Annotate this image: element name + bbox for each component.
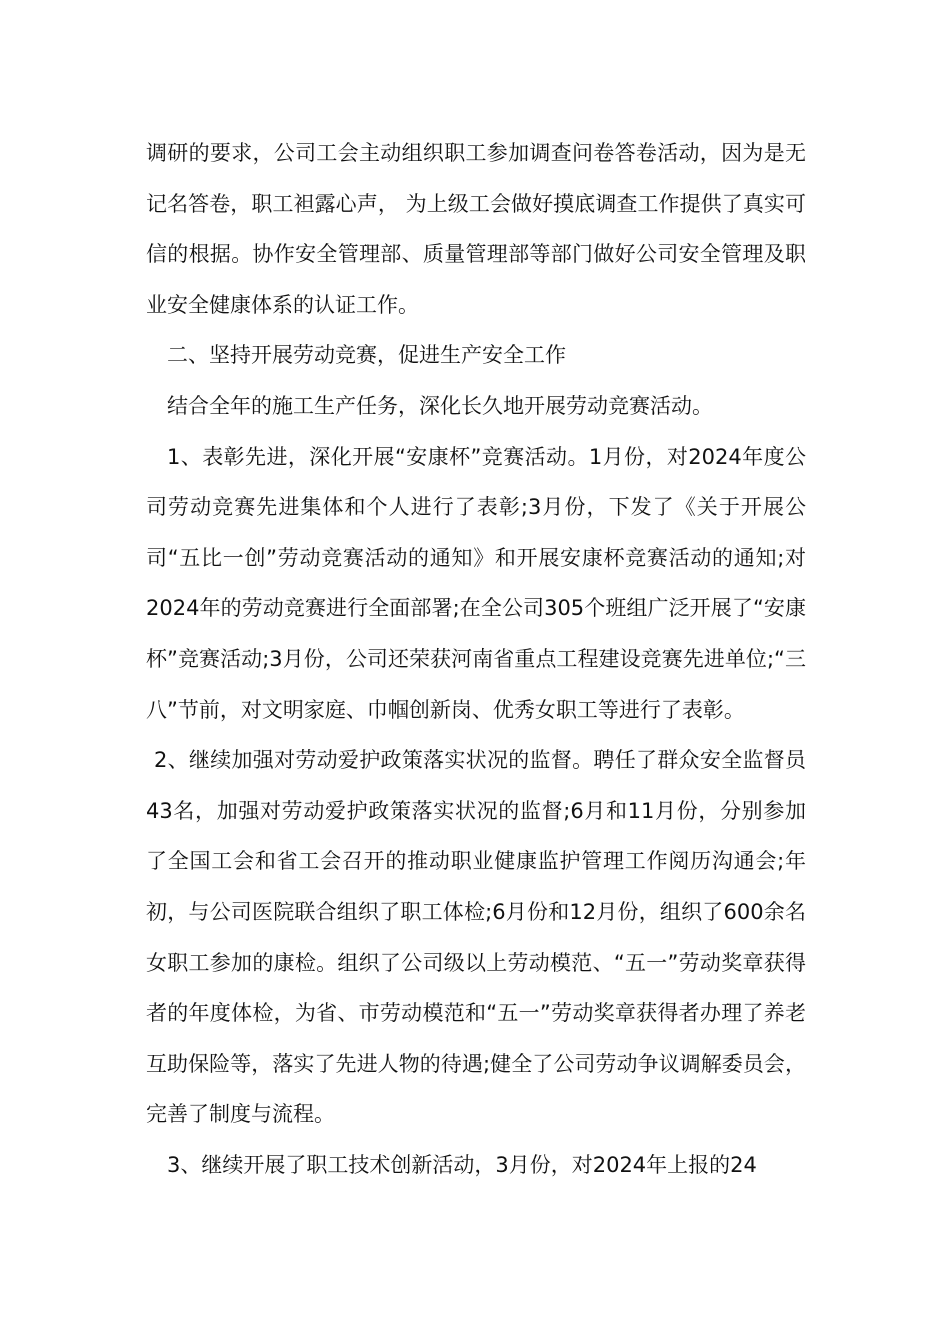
paragraph-item-2: 2、继续加强对劳动爱护政策落实状况的监督。聘任了群众安全监督员43名，加强对劳动爱护政策落实状况的监督;6月和11月份，分别参加了全国工会和省工会召开的推动职业健康监护管理工作阅历沟通会;年初，与公司医院联合组织了职工体检;6月份和12月份，组织了600余名女职工参加的康检。组织了公司级以上劳动模范、“五一”劳动奖章获得者的年度体检，为省、市劳动模范和“五一”劳动奖章获得者办理了养老互助保险等，落实了先进人物的待遇;健全了公司劳动争议调解委员会，完善了制度与流程。 <box>146 748 806 1127</box>
paragraph-item-1: 1、表彰先进，深化开展“安康杯”竞赛活动。1月份，对2024年度公司劳动竞赛先进集体和个人进行了表彰;3月份，下发了《关于开展公司“五比一创”劳动竞赛活动的通知》和开展安康杯竞赛活动的通知;对2024年的劳动竞赛进行全面部署;在全公司305个班组广泛开展了“安康杯”竞赛活动;3月份，公司还荣获河南省重点工程建设竞赛先进单位;“三八”节前，对文明家庭、巾帼创新岗、优秀女职工等进行了表彰。 <box>146 444 806 722</box>
paragraph-survey: 调研的要求，公司工会主动组织职工参加调查问卷答卷活动，因为是无记名答卷，职工袒露心声， 为上级工会做好摸底调查工作提供了真实可信的根据。协作安全管理部、质量管理部等部门做好公司安全管理及职业安全健康体系的认证工作。 <box>146 141 806 317</box>
paragraph-item-3: 3、继续开展了职工技术创新活动，3月份，对2024年上报的24 <box>167 1152 757 1177</box>
section-heading-labor-competition: 二、坚持开展劳动竞赛，促进生产安全工作 <box>167 343 566 368</box>
paragraph-competition-intro: 结合全年的施工生产任务，深化长久地开展劳动竞赛活动。 <box>167 393 713 418</box>
document-body <box>146 128 806 1190</box>
